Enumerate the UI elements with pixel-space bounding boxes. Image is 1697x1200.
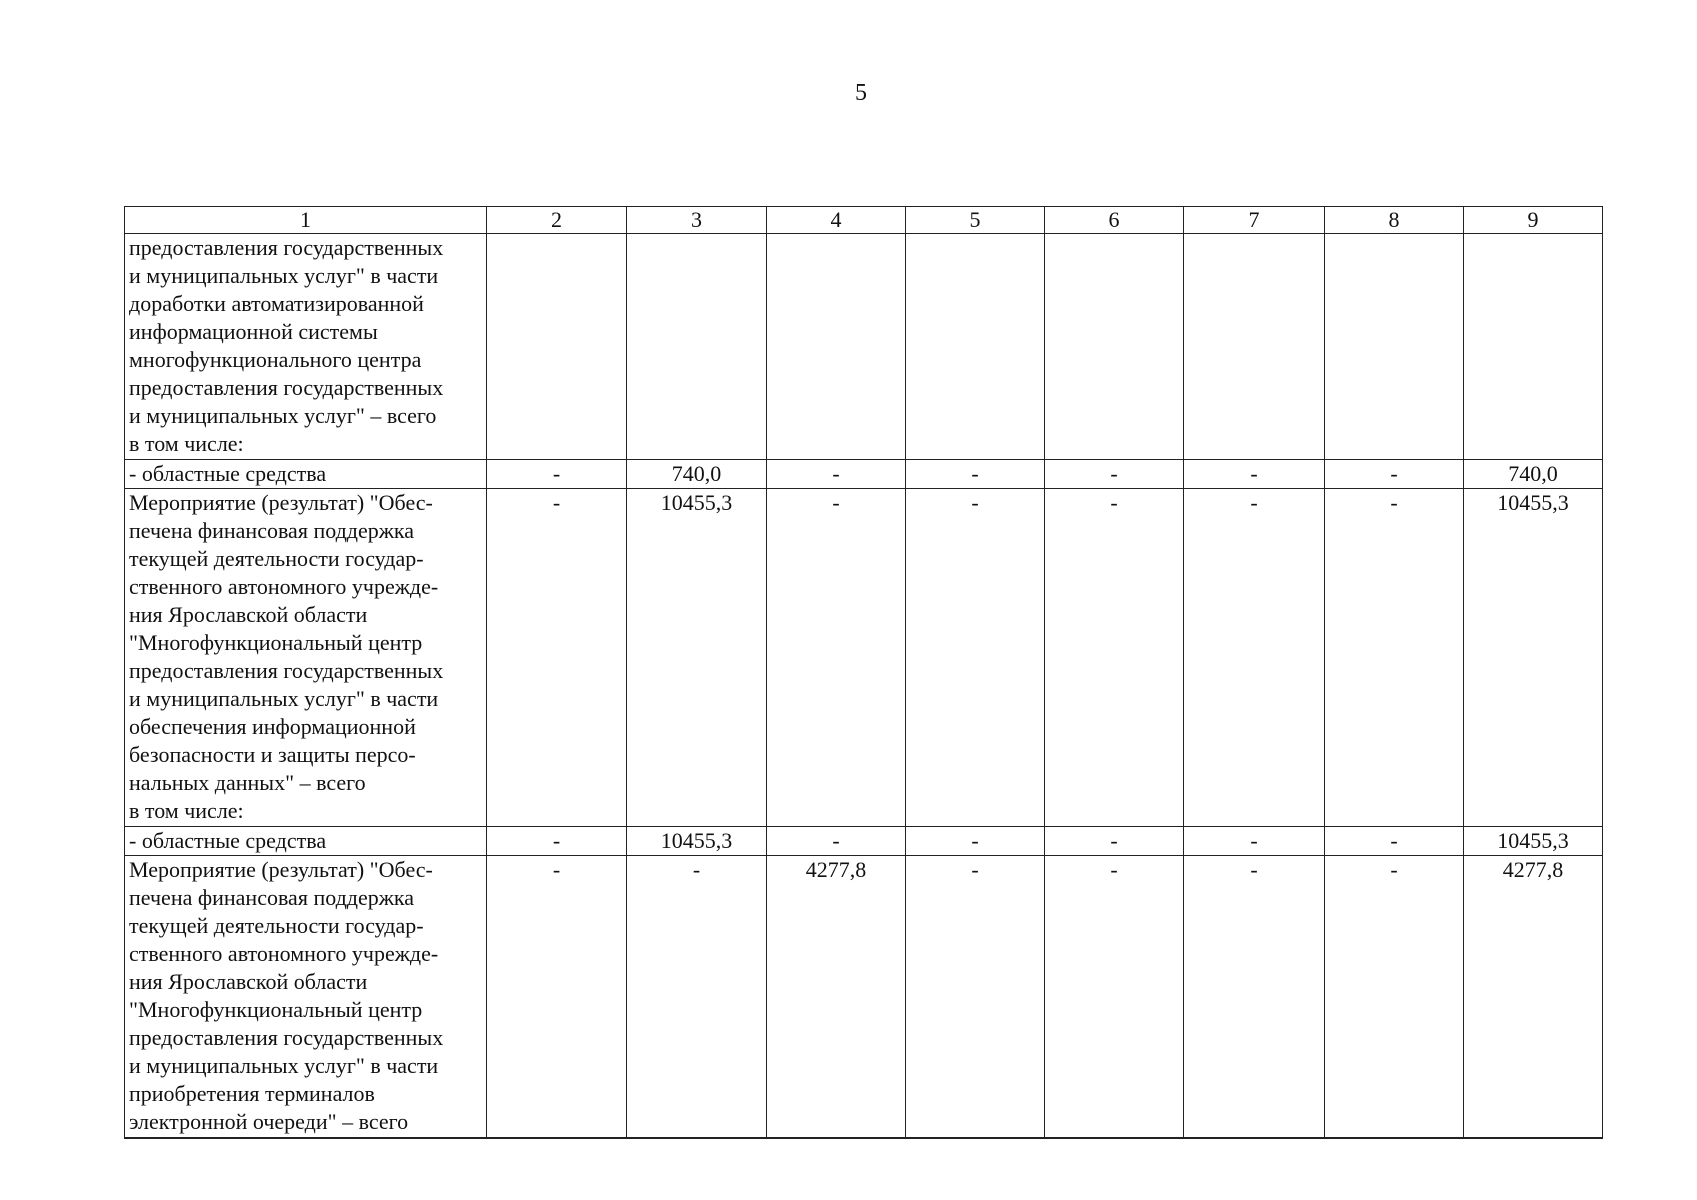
row-description: - областные средства [125,460,487,489]
row-description: - областные средства [125,827,487,856]
table-cell: 10455,3 [1464,489,1603,827]
table-cell: - [1045,489,1184,827]
table-cell [1464,234,1603,460]
table-cell: - [1184,827,1325,856]
table-cell [1325,234,1464,460]
budget-table [124,206,1603,1139]
table-row [125,856,1603,1138]
table-header-row [125,207,1603,234]
table-cell: - [1184,856,1325,1138]
table-cell: - [1325,489,1464,827]
column-header-4: 4 [767,207,906,234]
table-cell: - [1325,460,1464,489]
column-header-2: 2 [487,207,627,234]
column-header-5: 5 [906,207,1045,234]
table-cell [767,234,906,460]
table-cell: - [1045,856,1184,1138]
table-cell: 740,0 [627,460,767,489]
table-cell [906,234,1045,460]
table-cell: 10455,3 [1464,827,1603,856]
table-cell: - [906,489,1045,827]
column-header-9: 9 [1464,207,1603,234]
table-row [125,489,1603,827]
table-cell: - [1184,489,1325,827]
table-cell: - [767,460,906,489]
table-cell: 740,0 [1464,460,1603,489]
table-cell: - [767,827,906,856]
table-cell [487,234,627,460]
table-cell: - [487,827,627,856]
table-cell: - [1325,856,1464,1138]
table-cell: - [906,856,1045,1138]
row-description: Мероприятие (результат) "Обес- печена финансовая поддержка текущей деятельности государ- ственного автономного учрежде- ния Ярославской области "Многофункциональный центр предоставления государственных и муниципальных услуг" в части приобретения терминалов электронной очереди" – всего [125,856,487,1138]
row-description: предоставления государственных и муниципальных услуг" в части доработки автоматизированной информационной системы многофункционального центра предоставления государственных и муниципальных услуг" – всего в том числе: [125,234,487,460]
column-header-7: 7 [1184,207,1325,234]
table-cell: - [1045,460,1184,489]
table-cell: 10455,3 [627,489,767,827]
table-cell [1045,234,1184,460]
page-number: 5 [855,80,867,106]
table-cell: - [1184,460,1325,489]
table-cell: - [487,460,627,489]
table-cell [627,234,767,460]
table-cell: - [487,856,627,1138]
table-cell: - [906,460,1045,489]
table-cell: - [767,489,906,827]
table-cell: 4277,8 [1464,856,1603,1138]
table-cell [1184,234,1325,460]
table-cell: - [627,856,767,1138]
column-header-6: 6 [1045,207,1184,234]
table-row [125,234,1603,460]
table-cell: 10455,3 [627,827,767,856]
column-header-8: 8 [1325,207,1464,234]
column-header-3: 3 [627,207,767,234]
table-cell: - [487,489,627,827]
table-row [125,460,1603,489]
table-body [125,207,1603,1138]
table-cell: - [906,827,1045,856]
table-cell: - [1325,827,1464,856]
table-cell: - [1045,827,1184,856]
table-row [125,827,1603,856]
table-cell: 4277,8 [767,856,906,1138]
row-description: Мероприятие (результат) "Обес- печена финансовая поддержка текущей деятельности государ- ственного автономного учрежде- ния Ярославской области "Многофункциональный центр предоставления государственных и муниципальных услуг" в части обеспечения информационной безопасности и защиты персо- нальных данных" – всего в том числе: [125,489,487,827]
column-header-1: 1 [125,207,487,234]
